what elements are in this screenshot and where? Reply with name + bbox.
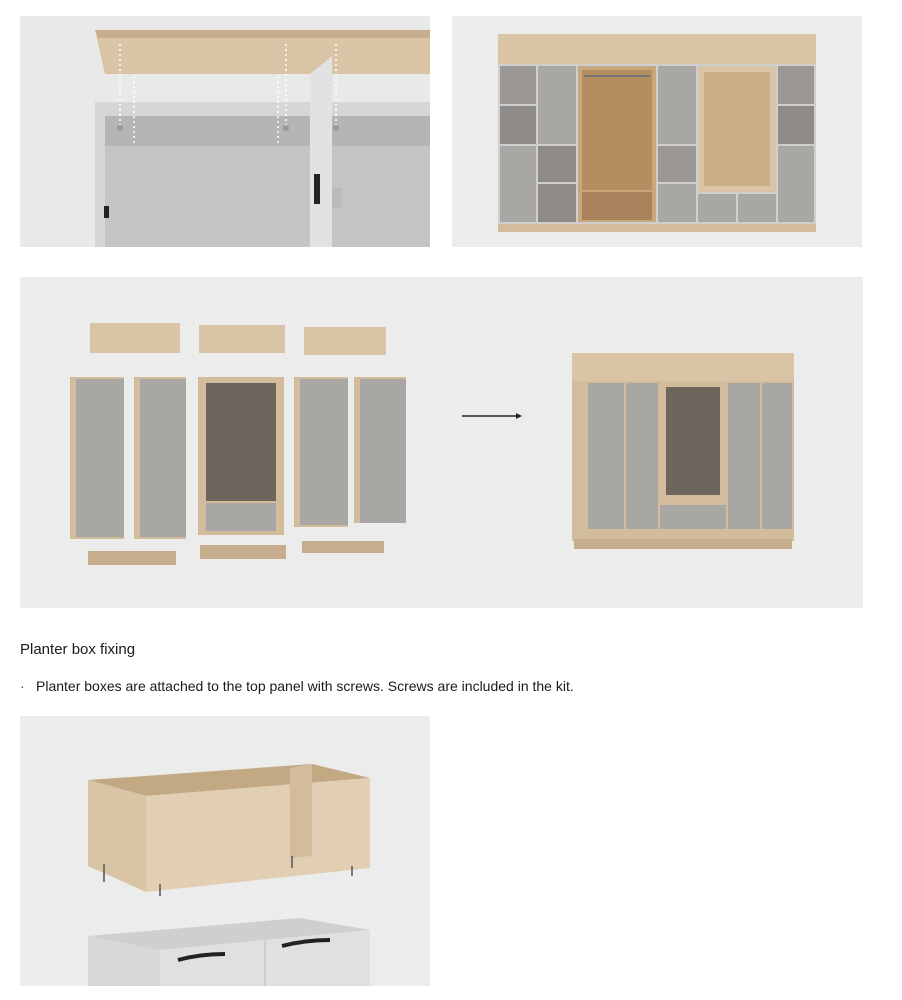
- top-panel-fixing-image: [20, 16, 430, 247]
- planter-box-fixing-image: [20, 716, 430, 986]
- bullet-list: [20, 676, 574, 696]
- bullet-glyph: ·: [20, 678, 25, 694]
- bullet-text: Planter boxes are attached to the top panel with screws. Screws are included in the kit.: [36, 678, 574, 694]
- planter-box-illustration: [20, 716, 430, 986]
- list-item: [20, 676, 574, 696]
- top-panel-fixing-illustration: [20, 16, 430, 247]
- modular-assembly-image: [20, 277, 863, 608]
- locker-wall-illustration: [452, 16, 862, 247]
- locker-wall-image: [452, 16, 862, 247]
- section-heading: Planter box fixing: [20, 641, 136, 658]
- modular-assembly-illustration: [20, 277, 863, 608]
